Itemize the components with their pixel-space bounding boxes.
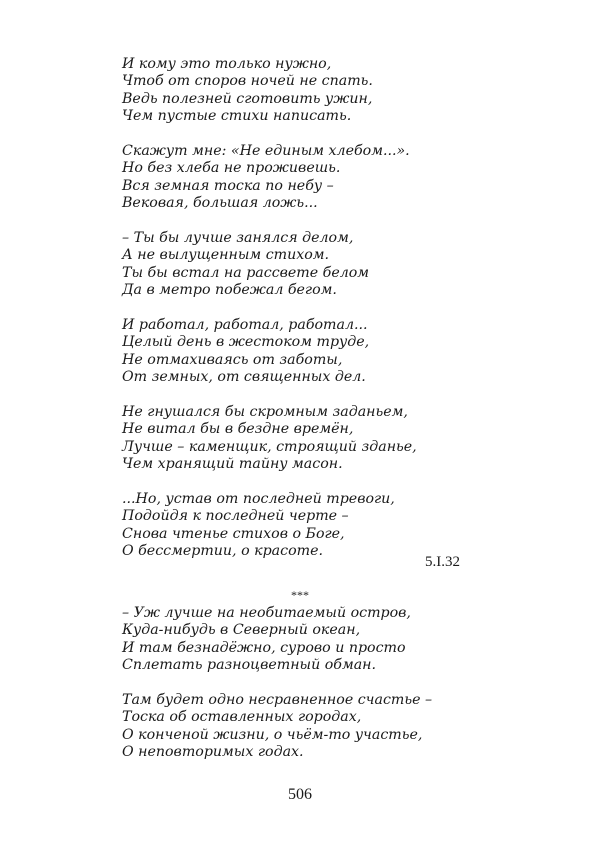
verse-line: О бессмертии, о красоте. <box>122 542 323 559</box>
verse-line: И кому это только нужно, <box>122 56 332 72</box>
verse-line: – Ты бы лучше занялся делом, <box>122 229 354 246</box>
page-number: 506 <box>288 786 312 803</box>
verse-line: О неповторимых годах. <box>122 744 304 761</box>
verse-line: Скажут мне: «Не единым хлебом...». <box>122 142 410 159</box>
verse-line: Ведь полезней сготовить ужин, <box>122 90 373 107</box>
verse-line: И там безнадёжно, сурово и просто <box>122 639 406 656</box>
stanza <box>122 56 452 126</box>
verse-line: А не вылущенным стихом. <box>122 247 330 264</box>
verse-line: Но без хлеба не проживешь. <box>122 160 341 177</box>
stanza <box>122 404 452 474</box>
verse-line: Ты бы встал на рассвете белом <box>122 264 370 281</box>
verse-line: Сплетать разноцветный обман. <box>122 657 377 674</box>
stanza <box>122 143 452 213</box>
verse-line: Не гнушался бы скромным заданьем, <box>122 403 408 420</box>
stanza <box>122 317 452 387</box>
verse-line: Вековая, большая ложь... <box>122 195 318 212</box>
stanza <box>122 605 452 675</box>
verse-line: Тоска об оставленных городах, <box>122 709 362 726</box>
verse-line: Лучше – каменщик, строящий зданье, <box>122 438 417 455</box>
stanza <box>122 230 452 300</box>
verse-line: От земных, от священных дел. <box>122 369 366 386</box>
verse-line: Там будет одно несравненное счастье – <box>122 691 433 708</box>
verse-line: Чем пустые стихи написать. <box>122 108 352 125</box>
verse-line: – Уж лучше на необитаемый остров, <box>122 605 411 621</box>
poem-date: 5.I.32 <box>425 554 460 570</box>
verse-line: Чем хранящий тайну масон. <box>122 455 343 472</box>
verse-line: ...Но, устав от последней тревоги, <box>122 490 395 507</box>
verse-line: И работал, работал, работал... <box>122 316 368 333</box>
stanza <box>122 692 452 762</box>
section-separator: *** <box>291 588 309 602</box>
verse-line: Вся земная тоска по небу – <box>122 177 334 194</box>
verse-line: Чтоб от споров ночей не спать. <box>122 73 373 90</box>
poem-first <box>122 56 452 578</box>
verse-line: Куда-нибудь в Северный океан, <box>122 622 361 639</box>
verse-line: Не отмахиваясь от заботы, <box>122 351 343 368</box>
verse-line: О конченой жизни, о чьём-то участье, <box>122 726 423 743</box>
stanza <box>122 491 452 561</box>
verse-line: Снова чтенье стихов о Боге, <box>122 525 345 542</box>
verse-line: Да в метро побежал бегом. <box>122 282 337 299</box>
verse-line: Целый день в жестоком труде, <box>122 334 370 351</box>
verse-line: Не витал бы в бездне времён, <box>122 421 354 438</box>
verse-line: Подойдя к последней черте – <box>122 508 349 525</box>
poem-second <box>122 605 452 779</box>
